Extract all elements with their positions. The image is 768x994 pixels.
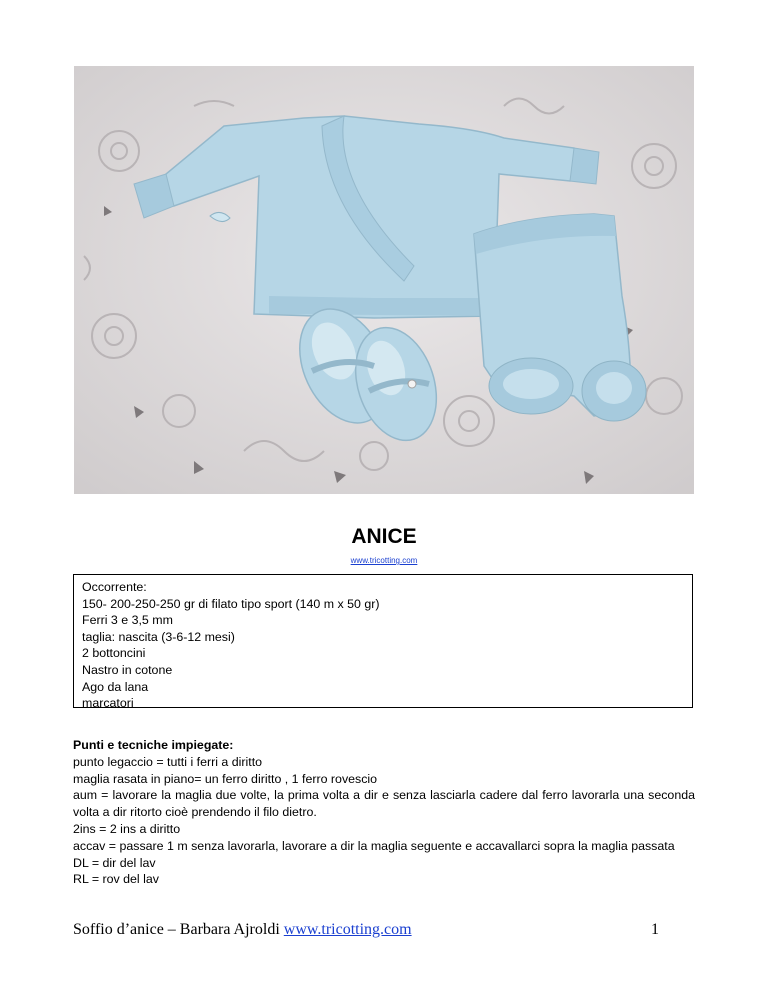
techniques-section <box>73 737 695 888</box>
materials-line: Ferri 3 e 3,5 mm <box>82 613 173 628</box>
materials-line: Ago da lana <box>82 679 149 694</box>
website-link[interactable]: www.tricotting.com <box>350 556 418 565</box>
materials-box <box>73 574 693 711</box>
technique-line: accav = passare 1 m senza lavorarla, lavorare a dir la maglia seguente e accavallarci sopra la maglia passata <box>73 838 675 853</box>
pattern-title: ANICE <box>351 525 417 548</box>
technique-line: DL = dir del lav <box>73 855 156 870</box>
materials-line: Nastro in cotone <box>82 662 173 677</box>
technique-line: maglia rasata in piano= un ferro diritto , 1 ferro rovescio <box>73 771 378 786</box>
knitted-baby-set-illustration <box>74 66 694 494</box>
page-footer <box>73 921 695 939</box>
materials-line: marcatori <box>82 696 134 711</box>
technique-line: 2ins = 2 ins a diritto <box>73 821 181 836</box>
materials-line: 150- 200-250-250 gr di filato tipo sport (140 m x 50 gr) <box>82 596 380 611</box>
footer-text: Soffio d’anice – Barbara Ajroldi <box>73 921 284 938</box>
technique-line: aum = lavorare la maglia due volte, la prima volta a dir e senza lasciarla cadere dal ferro lavorarla una seconda volta a dir ritorto cioè prendendo il filo dietro. <box>73 788 695 820</box>
technique-line: RL = rov del lav <box>73 872 159 887</box>
materials-line: 2 bottoncini <box>82 646 146 661</box>
materials-line: Occorrente: <box>82 580 147 594</box>
product-photo <box>74 66 694 494</box>
techniques-heading: Punti e tecniche impiegate: <box>73 738 234 752</box>
technique-line: punto legaccio = tutti i ferri a diritto <box>73 754 263 769</box>
materials-line: taglia: nascita (3-6-12 mesi) <box>82 629 235 644</box>
footer-link[interactable]: www.tricotting.com <box>283 921 412 938</box>
page-number: 1 <box>651 921 659 938</box>
